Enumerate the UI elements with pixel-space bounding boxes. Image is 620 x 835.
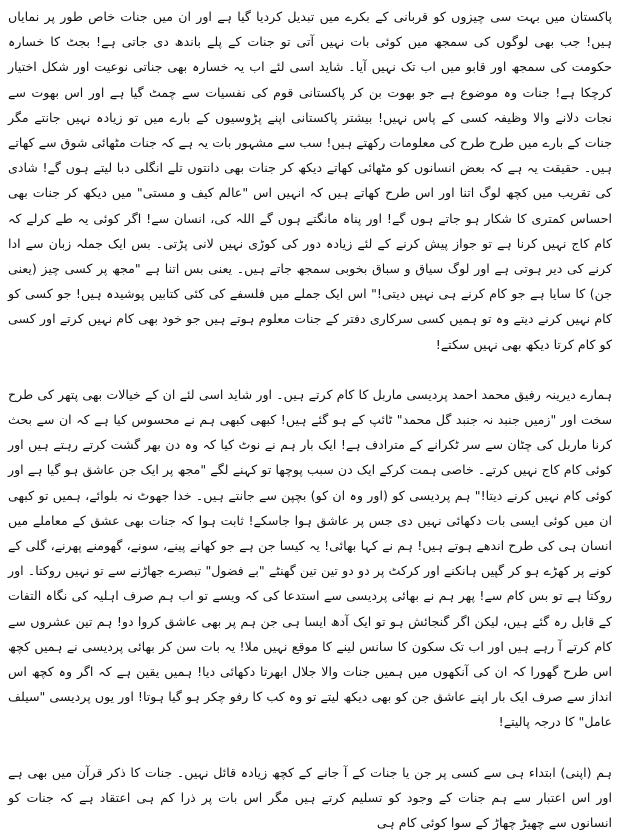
paragraph-2: ہمارے دیرینہ رفیق محمد احمد پردیسی ماربل کا کام کرتے ہیں۔ اور شاید اسی لئے ان کے خیالات بھی پتھر کی طرح سخت اور "زمیں جنبد نہ جنبد گل محمد" ٹائپ کے ہو گئے ہیں! کبھی کبھی ہم نے محسوس کیا ہے کہ ان سے بحث کرنا ماربل کی چٹان سے سر ٹکرانے کے مترادف ہے! ایک بار ہم نے نوٹ کیا کہ وہ دن بھر گشت کرتے رہتے ہیں اور کوئی کام کاج نہیں کرتے۔ خاصی ہمت کرکے ایک دن سبب پوچھا تو کہنے لگے "مجھ پر ایک جن عاشق ہو گیا ہے اور کوئی کام نہیں کرنے دیتا!" ہم پردیسی کو (اور وہ ان کو) بچپن سے جانتے ہیں۔ خدا جھوٹ نہ بلوائے، ہمیں تو کبھی ان میں کوئی ایسی بات دکھائی نہیں دی جس پر عاشق ہوا جاسکے! ثابت ہوا کہ جنات بھی عشق کے معاملے میں انسان ہی کی طرح اندھے ہوتے ہیں! ہم نے کہا بھائی! یہ کیسا جن ہے جو کھانے پینے، سونے، گھومنے پھرنے، گلی کے کونے پر کھڑے ہو کر گپیں ہانکنے اور کرکٹ پر دو دو تین تین گھنٹے "بے فضول" تبصرے جھاڑنے سے تو نہیں روکتا۔ اور روکتا ہے تو بس کام سے! پھر ہم نے بھائی پردیسی سے استدعا کی کہ ویسے تو اب ہم صرف اہلیہ کی نگاہ التفات کے قابل رہ گئے ہیں، لیکن اگر گنجائش ہو تو ایک آدھ ایسا ہی جن ہم پر بھی عاشق کروا دو! ہم تین عشروں سے کام کرتے آ رہے ہیں اور اب تک سکون کا سانس لینے کا موقع نہیں ملا! یہ بات سن کر بھائی پردیسی نے ہمیں کچھ اس طرح گھورا کہ ان کی آنکھوں میں ہمیں جنات والا جلال ابھرتا دکھائی دیا! ہمیں یقین ہے کہ اگر وہ کچھ اس انداز سے صرف ایک بار اپنے عاشق جن کو بھی دیکھ لیتے تو وہ کب کا رفو چکر ہو گیا ہوتا! اور یوں پردیسی "سیلف عامل" کا درجہ پالیتے! [8,386,612,730]
paragraph-1: پاکستان میں بہت سی چیزوں کو قربانی کے بکرے میں تبدیل کردیا گیا ہے اور ان میں جنات خاص طور پر نمایاں ہیں! جب بھی لوگوں کی سمجھ میں کوئی بات نہیں آتی تو جنات کے پلے باندھ دی جاتی ہے! بجٹ کا خسارہ حکومت کی سمجھ اور قابو میں اب تک نہیں آیا۔ شاید اسی لئے اب یہ خسارہ بھی جناتی نوعیت اور شکل اختیار کرچکا ہے! جنات وہ موضوع ہے جو بھوت بن کر پاکستانی قوم کی نفسیات سے چمٹ گیا ہے اور اس بھوت سے نجات دلانے والا وظیفہ کسی کے پاس نہیں! بیشتر پاکستانی اپنے پڑوسیوں کے بارے میں تو زیادہ نہیں جانتے مگر جنات کے بارے میں طرح طرح کی معلومات رکھتے ہیں! سب سے مشہور بات یہ ہے کہ جنات مٹھائی شوق سے کھاتے ہیں۔ حقیقت یہ ہے کہ بعض انسانوں کو مٹھائی کھاتے دیکھ کر جنات بھی دانتوں تلے انگلی دبا لیتے ہوں گے! شادی کی تقریب میں کچھ لوگ اتنا اور اس طرح کھاتے ہیں کہ انہیں اس "عالم کیف و مستی" میں دیکھ کر جنات بھی احساس کمتری کا شکار ہو جاتے ہوں گے! اور پناہ مانگتے ہوں گے اللہ کی، انسان سے! اگر کوئی یہ طے کرلے کہ کام کاج نہیں کرنا ہے تو جواز پیش کرنے کے لئے زیادہ دور کی کوڑی نہیں لانی پڑتی۔ بس ایک جملہ زبان سے ادا کرنے کی دیر ہوتی ہے اور لوگ سیاق و سباق بخوبی سمجھ جاتے ہیں۔ یعنی بس اتنا ہے "مجھ پر کسی چیز (یعنی جن) کا سایا ہے جو کام کرنے ہی نہیں دیتی!" اس ایک جملے میں فلسفے کی کئی کتابیں پوشیدہ ہیں! جو کسی کو کام نہیں کرنے دیتے وہ تو ہمیں کسی سرکاری دفتر کے جنات معلوم ہوتے ہیں جو خود بھی کام نہیں کرتے اور کسی کو کام کرتا دیکھ بھی نہیں سکتے! [8,9,612,352]
paragraph-3: ہم (اپنی) ابتداء ہی سے کسی پر جن یا جنات کے آ جانے کے کچھ زیادہ قائل نہیں۔ جنات کا ذکر قرآن میں بھی ہے اور اس اعتبار سے ہم جنات کے وجود کو تسلیم کرتے ہیں مگر اس بات پر ذرا کم ہی اعتقاد ہے کہ جنات کو انسانوں سے چھیڑ چھاڑ کے سوا کوئی کام ہی [8,764,612,831]
